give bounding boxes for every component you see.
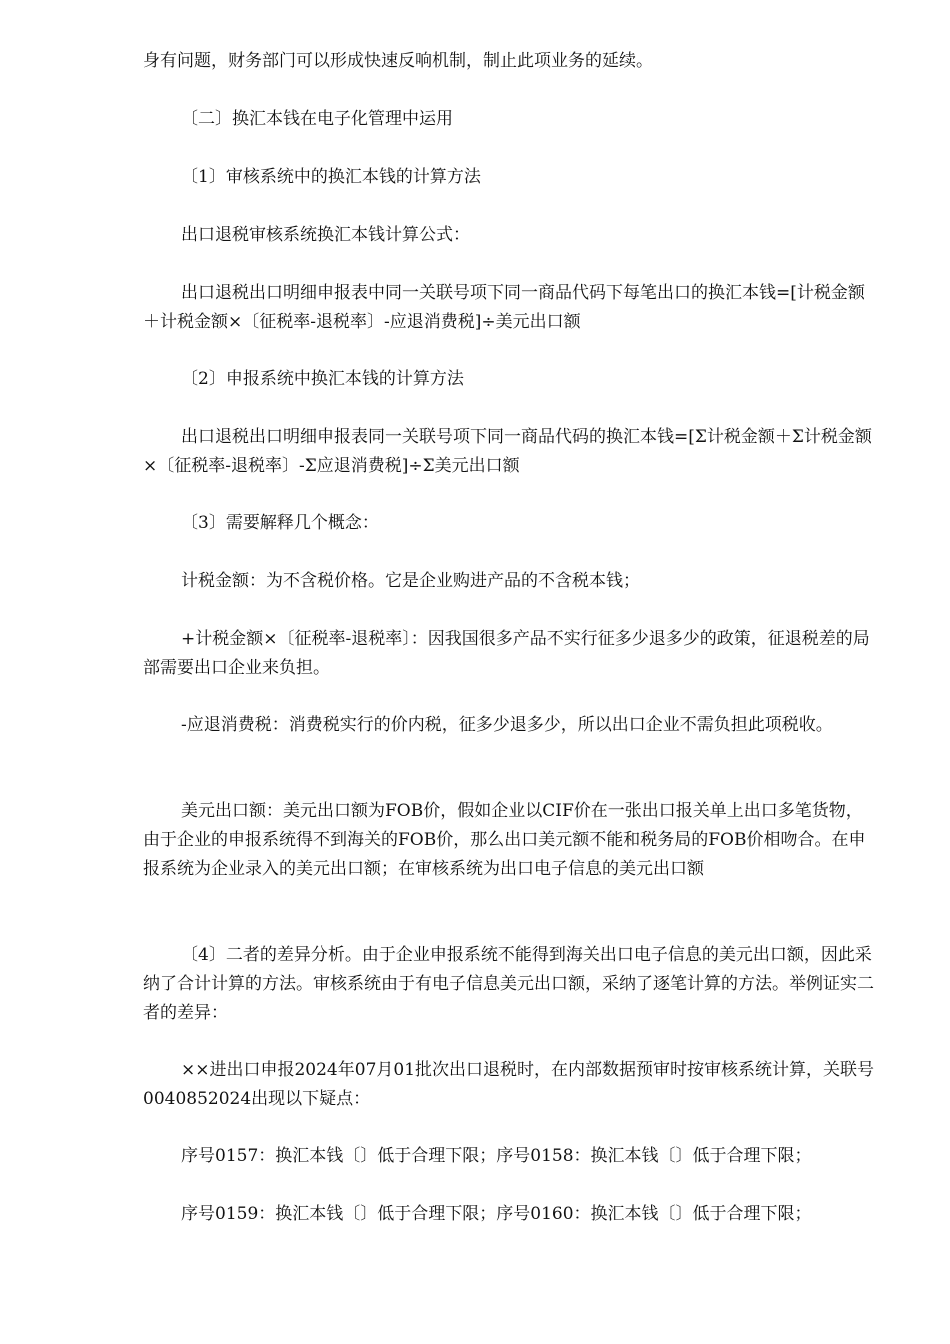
doubt-line-1: 序号0157：换汇本钱〔〕低于合理下限；序号0158：换汇本钱〔〕低于合理下限； (181, 1146, 812, 1166)
doubt-line-2: 序号0159：换汇本钱〔〕低于合理下限；序号0160：换汇本钱〔〕低于合理下限； (181, 1204, 812, 1224)
paragraph-continuation: 身有问题，财务部门可以形成快速反响机制，制止此项业务的延续。 (143, 51, 653, 71)
audit-formula: 出口退税出口明细申报表中同一关联号项下同一商品代码下每笔出口的换汇本钱=[计税金额＋计税金额×〔征税率-退税率〕-应退消费税]÷美元出口额 (143, 283, 865, 332)
subheading-1: 〔1〕审核系统中的换汇本钱的计算方法 (181, 167, 481, 187)
formula-intro: 出口退税审核系统换汇本钱计算公式： (181, 225, 470, 245)
concept-taxable-amount: 计税金额：为不含税价格。它是企业购进产品的不含税本钱； (181, 571, 640, 591)
difference-analysis: 〔4〕二者的差异分析。由于企业申报系统不能得到海关出口电子信息的美元出口额，因此采纳了合计计算的方法。审核系统由于有电子信息美元出口额，采纳了逐笔计算的方法。举例证实二者的差异： (143, 945, 874, 1023)
concept-consumption-tax: -应退消费税：消费税实行的价内税，征多少退多少，所以出口企业不需负担此项税收。 (181, 715, 833, 735)
concept-usd-export: 美元出口额：美元出口额为FOB价，假如企业以CIF价在一张出口报关单上出口多笔货物，由于企业的申报系统得不到海关的FOB价，那么出口美元额不能和税务局的FOB价相吻合。在申报系统为企业录入的美元出口额；在审核系统为出口电子信息的美元出口额 (143, 801, 866, 879)
subheading-3: 〔3〕需要解释几个概念： (181, 513, 379, 533)
section-heading-2: 〔二〕换汇本钱在电子化管理中运用 (181, 109, 453, 129)
example-paragraph: ××进出口申报2024年07月01批次出口退税时，在内部数据预审时按审核系统计算，关联号0040852024出现以下疑点： (143, 1060, 875, 1109)
concept-tax-difference: +计税金额×〔征税率-退税率〕：因我国很多产品不实行征多少退多少的政策，征退税差的局部需要出口企业来负担。 (143, 629, 870, 678)
subheading-2: 〔2〕申报系统中换汇本钱的计算方法 (181, 369, 464, 389)
declare-formula: 出口退税出口明细申报表同一关联号项下同一商品代码的换汇本钱=[Σ计税金额＋Σ计税金额×〔征税率-退税率〕-Σ应退消费税]÷Σ美元出口额 (143, 427, 872, 476)
